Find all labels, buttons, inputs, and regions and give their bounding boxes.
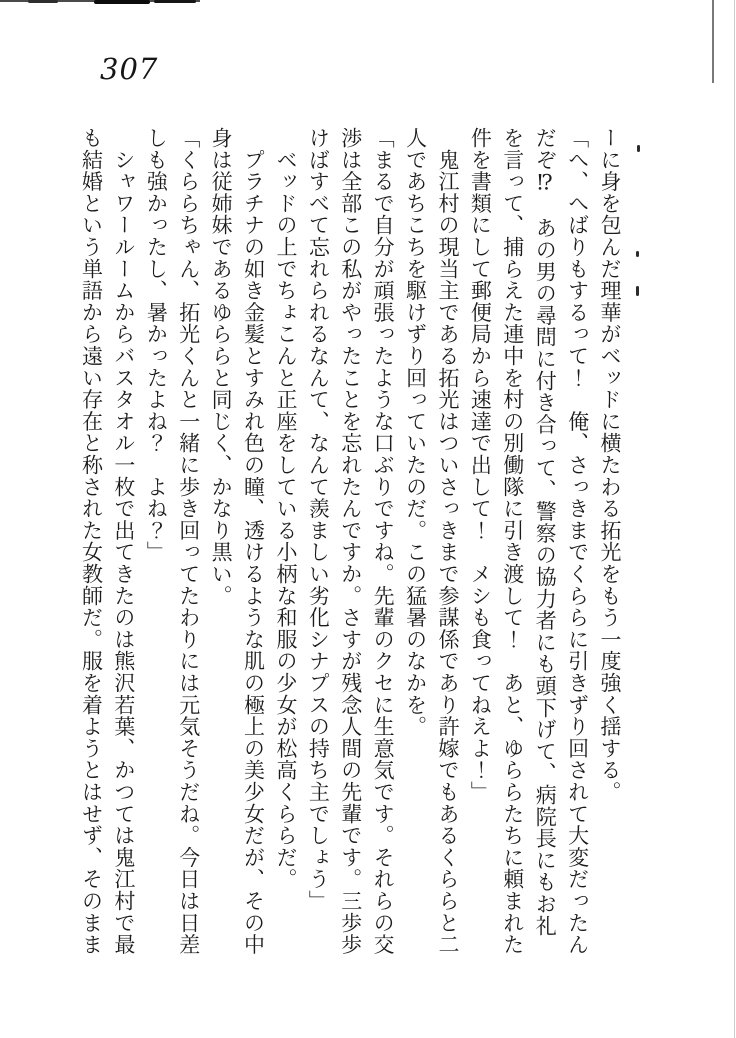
paragraph-narration: ベッドの上でちょこんと正座をしている小柄な和服の少女が松高くららだ。 bbox=[273, 127, 298, 890]
paragraph-continuation: ーに身を包んだ理華がベッドに横たわる拓光をもう一度強く揺する。 bbox=[598, 127, 622, 803]
page-number: 307 bbox=[100, 52, 159, 86]
scan-artifact-top-line bbox=[0, 0, 200, 2]
paragraph-dialogue-wakaba: 「くららちゃん、拓光くんと一緒に歩き回ってたわりには元気そうだね。今日は日差しも強かったし、暑かったよね？ よね？」 bbox=[144, 127, 201, 956]
scan-artifact-speck bbox=[636, 251, 639, 257]
paragraph-narration: 鬼江村の現当主である拓光はついさっきまで参謀係であり許嫁でもあるくららと二人であちこちを駆けずり回っていたのだ。この猛暑のなかを。 bbox=[403, 127, 460, 956]
paragraph-narration: プラチナの如き金髪とすみれ色の瞳、透けるような肌の極上の美少女だが、その中身は従姉妹であるゆららと同じく、かなり黒い。 bbox=[209, 127, 266, 956]
scan-artifact-speck bbox=[636, 286, 639, 296]
scan-artifact-vertical-line bbox=[712, 0, 714, 83]
scan-artifact-top-line-blob bbox=[28, 0, 58, 3]
scan-artifact-page-edge-line bbox=[734, 0, 735, 1038]
paragraph-dialogue-takumi: 「へ、へばりもするって！ 俺、さっきまでくららに引きずり回されて大変だったんだぞ⁉ あの男の尋問に付き合って、警察の協力者にも頭下げて、病院長にもお礼を言って、捕らえた連中を村の別働隊に引き渡して！ あと、ゆららたちに頼まれた件を書類にして郵便局から速達で出して！ メシも食ってねえよ！」 bbox=[468, 127, 590, 956]
scan-artifact-top-line-blob bbox=[154, 0, 196, 3]
scan-artifact-top-line-blob bbox=[94, 0, 150, 4]
paragraph-narration: シャワールームからバスタオル一枚で出てきたのは熊沢若葉、かつては鬼江村で最も結婚という単語から遠い存在と称された女教師だ。服を着ようとはせず、そのまま bbox=[79, 127, 136, 956]
paragraph-dialogue-kurara: 「まるで自分が頑張ったような口ぶりですね。先輩のクセに生意気です。それらの交渉は全部この私がやったことを忘れたんですか。さすが残念人間の先輩です。三歩歩けばすべて忘れられるなんて、なんて羨ましい劣化シナプスの持ち主でしょう」 bbox=[306, 127, 396, 956]
text-block bbox=[75, 127, 626, 956]
scan-artifact-speck bbox=[637, 145, 640, 152]
